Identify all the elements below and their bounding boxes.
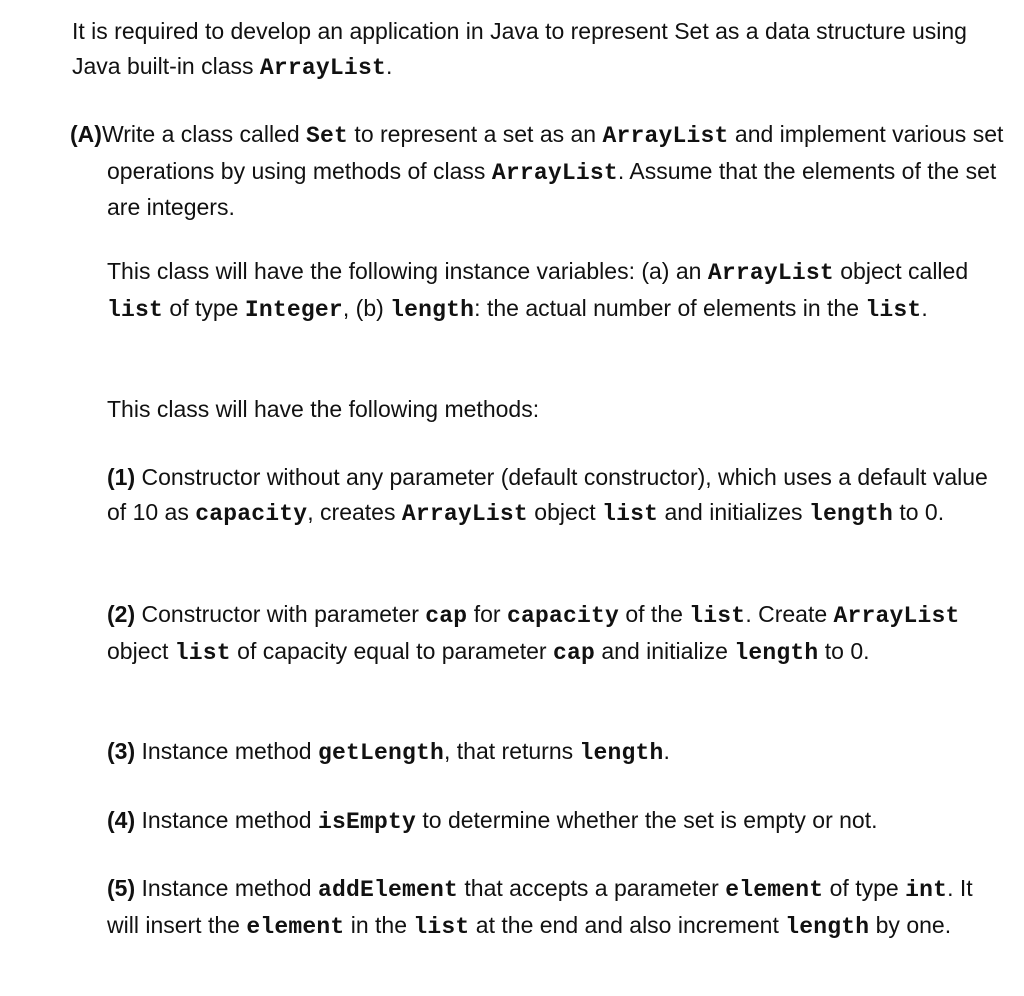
method-text: and initializes	[658, 498, 809, 525]
method-5-paragraph	[107, 871, 1002, 944]
section-a-text: . Assume that the elements of the set are integers.	[107, 157, 997, 220]
code-list: list	[107, 296, 164, 323]
code-capacity: capacity	[506, 603, 619, 629]
code-length: length	[390, 296, 475, 323]
code-cap: cap	[425, 603, 468, 629]
instance-vars-text: of type	[163, 294, 245, 321]
section-a-paragraph	[70, 117, 1024, 225]
code-list: list	[413, 913, 470, 940]
method-text: to 0.	[818, 637, 870, 664]
instance-vars-text: : the actual number of elements in the	[474, 294, 866, 321]
intro-text: It is required to develop an application in Java to represent Set as a data structure using Java built-in class	[72, 18, 967, 79]
instance-variables-paragraph	[107, 254, 1002, 327]
method-text: of capacity equal to parameter	[230, 637, 553, 664]
method-text: , creates	[307, 498, 402, 525]
method-text: that accepts a parameter	[458, 875, 726, 901]
method-1-paragraph	[107, 460, 1002, 531]
code-arraylist: ArrayList	[259, 54, 386, 81]
section-a-text: to represent a set as an	[348, 121, 603, 147]
code-list: list	[174, 639, 231, 666]
method-text: for	[467, 601, 507, 627]
code-arraylist: ArrayList	[833, 603, 960, 629]
method-text: in the	[344, 911, 414, 938]
method-4-paragraph	[107, 803, 1002, 840]
methods-intro-paragraph	[107, 392, 1002, 427]
method-text: object	[527, 498, 603, 525]
code-arraylist: ArrayList	[491, 159, 618, 186]
method-3-paragraph	[107, 734, 1002, 771]
code-isempty: isEmpty	[317, 809, 416, 835]
code-cap: cap	[552, 639, 595, 666]
code-list: list	[689, 603, 746, 629]
code-list: list	[602, 500, 659, 527]
code-length: length	[579, 740, 664, 766]
method-text: .	[663, 738, 670, 764]
instance-vars-text: .	[921, 294, 928, 321]
code-int: int	[905, 877, 948, 903]
section-a-label: (A)	[70, 121, 102, 147]
method-number: (4)	[107, 807, 136, 833]
method-text: of the	[618, 601, 690, 627]
instance-vars-text: object called	[833, 258, 969, 284]
method-number: (3)	[107, 738, 136, 764]
code-arraylist: ArrayList	[707, 260, 834, 286]
code-arraylist: ArrayList	[401, 500, 528, 527]
method-text: to determine whether the set is empty or not.	[416, 807, 878, 833]
method-text: . Create	[745, 601, 834, 627]
section-a-text: Write a class called	[101, 121, 307, 147]
method-text: by one.	[869, 911, 952, 938]
code-integer: Integer	[244, 296, 343, 323]
code-getlength: getLength	[317, 740, 444, 766]
section-a-text: and implement various set operations by using methods of class	[107, 121, 1004, 184]
code-arraylist: ArrayList	[602, 123, 729, 149]
code-length: length	[808, 500, 893, 527]
method-text: Constructor without any parameter (default constructor), which uses a default value of 10 as	[107, 464, 988, 525]
instance-vars-text: This class will have the following instance variables: (a) an	[107, 258, 708, 284]
method-text: of type	[823, 875, 906, 901]
intro-text: .	[385, 52, 393, 79]
method-text: object	[107, 637, 175, 664]
method-text: at the end and also increment	[469, 911, 786, 938]
method-text: to 0.	[892, 498, 945, 525]
code-length: length	[785, 913, 870, 940]
method-text: Constructor with parameter	[135, 601, 426, 627]
method-text: . It will insert the	[107, 875, 973, 938]
code-length: length	[734, 639, 819, 666]
method-number: (5)	[107, 875, 136, 901]
method-text: and initialize	[594, 637, 735, 664]
method-2-paragraph	[107, 597, 1002, 670]
intro-paragraph	[72, 14, 1002, 85]
method-text: Instance method	[135, 807, 318, 833]
method-text: Instance method	[135, 738, 318, 764]
method-text: Instance method	[135, 875, 318, 901]
code-capacity: capacity	[195, 500, 308, 527]
code-set: Set	[306, 123, 349, 149]
instance-vars-text: , (b)	[342, 294, 391, 321]
method-text: , that returns	[444, 738, 580, 764]
code-addelement: addElement	[317, 877, 458, 903]
code-list: list	[865, 296, 922, 323]
methods-intro-text: This class will have the following methods:	[107, 396, 540, 422]
code-element: element	[246, 913, 345, 940]
code-element: element	[725, 877, 824, 903]
method-number: (2)	[107, 601, 136, 627]
method-number: (1)	[107, 464, 136, 490]
